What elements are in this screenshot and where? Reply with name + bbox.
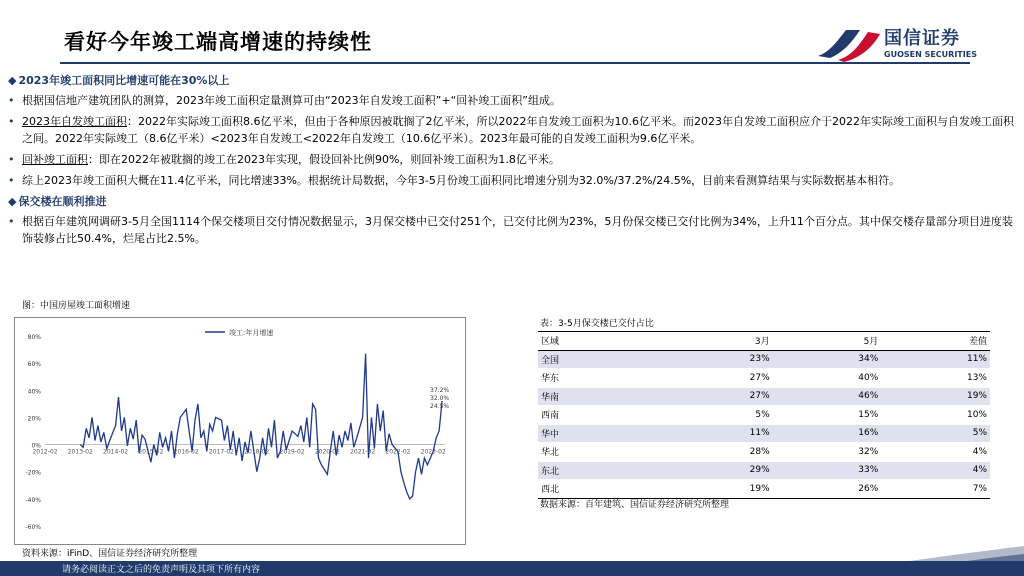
y-tick-label: 60% [27,361,41,369]
value-cell: 26% [773,480,882,499]
footer-disclaimer: 请务必阅读正文之后的免责声明及其项下所有内容 [62,565,261,575]
table-row [538,461,990,480]
bullet-lead: 2023年自发竣工面积 [22,115,127,128]
x-tick-label: 2016-02 [173,448,199,456]
data-label: 37.2% [430,387,450,395]
value-cell: 11% [881,350,990,369]
logo-chinese-text: 国信证券 [884,28,960,49]
value-cell: 15% [773,406,882,425]
y-tick-label: 20% [27,415,41,423]
value-cell: 4% [881,443,990,462]
value-cell: 10% [881,406,990,425]
region-cell: 华南 [538,387,664,406]
legend-label: 竣工:年月增速 [229,329,274,337]
diamond-icon: ◆ [8,195,17,208]
value-cell: 33% [773,461,882,480]
value-cell: 13% [881,369,990,388]
chart-frame [14,317,466,545]
completion-growth-chart [15,318,465,544]
data-label: 24.5% [430,403,450,411]
region-cell: 区域 [538,332,664,351]
footer-bar [0,561,1024,576]
bullet-lead: 回补竣工面积 [22,153,88,166]
region-cell: 西北 [538,480,664,499]
region-cell: 全国 [538,350,664,369]
page-title: 看好今年竣工端高增速的持续性 [64,30,372,54]
value-cell: 差值 [881,332,990,351]
table-row [538,350,990,369]
x-tick-label: 2015-02 [138,448,164,456]
bullet-item: • 根据国信地产建筑团队的测算，2023年竣工面积定量测算可由“2023年自发竣工面积”+“回补竣工面积”组成。 [8,92,1018,109]
x-tick-label: 2018-02 [244,448,270,456]
section-heading-completion: ◆ 2023年竣工面积同比增速可能在30%以上 [8,74,230,87]
table-header-row [538,332,990,351]
value-cell: 28% [664,443,773,462]
value-cell: 7% [881,480,990,499]
region-cell: 华北 [538,443,664,462]
region-cell: 西南 [538,406,664,425]
table-row [538,424,990,443]
main-content [8,72,1018,251]
value-cell: 46% [773,387,882,406]
value-cell: 40% [773,369,882,388]
table-row [538,406,990,425]
value-cell: 29% [664,461,773,480]
x-tick-label: 2021-02 [350,448,376,456]
value-cell: 19% [881,387,990,406]
x-tick-label: 2020-02 [314,448,340,456]
logo-english-text: GUOSEN SECURITIES [884,50,977,59]
chart-caption: 图：中国房屋竣工面积增速 [22,301,131,311]
bullet-item: • 回补竣工面积：即在2022年被耽搁的竣工在2023年实现，假设回补比例90%，则回补竣工面积为1.8亿平米。 [8,151,1018,168]
x-tick-label: 2014-02 [103,448,129,456]
value-cell: 34% [773,350,882,369]
y-tick-label: 40% [27,388,41,396]
table-row [538,387,990,406]
table-source: 数据来源：百年建筑、国信证券经济研究所整理 [540,500,730,510]
table-row [538,480,990,499]
table-caption: 表：3-5月保交楼已交付占比 [540,319,654,329]
value-cell: 5% [881,424,990,443]
value-cell: 3月 [664,332,773,351]
value-cell: 27% [664,387,773,406]
value-cell: 11% [664,424,773,443]
bullet-item: • 根据百年建筑网调研3-5月全国1114个保交楼项目交付情况数据显示，3月保交楼中已交付251个，已交付比例为23%，5月份保交楼已交付比例为34%，上升11个百分点。其中保交楼存量部分项目进度装饰装修占比50.4%，烂尾占比2.5%。 [8,213,1018,247]
x-tick-label: 2022-02 [385,448,411,456]
bullet-item: • 综上2023年竣工面积大概在11.4亿平米，同比增速33%。根据统计局数据，今年3-5月份竣工面积同比增速分别为32.0%/37.2%/24.5%，目前来看测算结果与实际数据基本相符。 [8,172,1018,189]
x-tick-label: 2013-02 [67,448,93,456]
x-tick-label: 2023-02 [420,448,446,456]
value-cell: 19% [664,480,773,499]
region-cell: 华中 [538,424,664,443]
table-row [538,443,990,462]
value-cell: 32% [773,443,882,462]
chart-source: 资料来源：iFinD、国信证券经济研究所整理 [22,549,198,559]
delivery-ratio-table [538,331,990,499]
table-row [538,369,990,388]
y-tick-label: 80% [27,334,41,341]
x-tick-label: 2019-02 [279,448,305,456]
y-tick-label: 0% [31,442,41,450]
value-cell: 4% [881,461,990,480]
region-cell: 华东 [538,369,664,388]
region-cell: 东北 [538,461,664,480]
value-cell: 5月 [773,332,882,351]
diamond-icon: ◆ [8,74,17,87]
y-tick-label: -20% [25,469,41,477]
x-tick-label: 2012-02 [32,448,58,456]
value-cell: 16% [773,424,882,443]
value-cell: 5% [664,406,773,425]
y-tick-label: -60% [25,524,41,531]
value-cell: 23% [664,350,773,369]
x-tick-label: 2017-02 [208,448,235,456]
bullet-item: • 2023年自发竣工面积：2022年实际竣工面积8.6亿平米，但由于各种原因被耽搁了2亿平米，所以2022年自发竣工面积为10.6亿平米。而2023年自发竣工面积应介于2022年实际竣工面积与自发竣工面积之间。2022年实际竣工（8.6亿平米）<2023年自发竣工<2022年自发竣工（10.6亿平米）。2023年最可能的自发竣工面积为9.6亿平米。 [8,113,1018,147]
value-cell: 27% [664,369,773,388]
y-tick-label: -40% [25,496,41,504]
data-label: 32.0% [430,395,450,403]
series-line [80,354,442,499]
section-heading-delivery: ◆ 保交楼在顺利推进 [8,195,107,208]
